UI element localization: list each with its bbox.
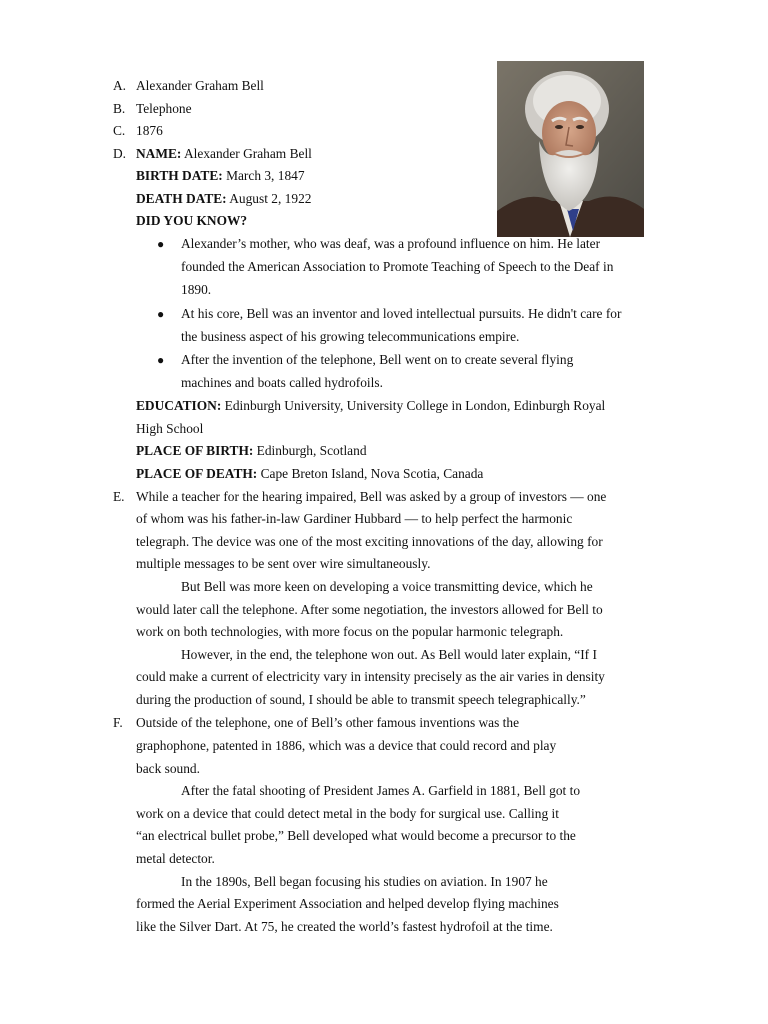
section-f-line: like the Silver Dart. At 75, he created the world’s fastest hydrofoil at the time. <box>136 919 553 934</box>
birth-date-value: March 3, 1847 <box>222 168 305 183</box>
section-e-line: work on both technologies, with more focus on the popular harmonic telegraph. <box>136 624 564 639</box>
birth-date-label: BIRTH DATE: <box>136 168 223 183</box>
list-marker-b: B. <box>113 101 126 116</box>
list-marker-a: A. <box>113 78 127 93</box>
name-value: Alexander Graham Bell <box>181 146 312 161</box>
section-f-line: graphophone, patented in 1886, which was a device that could record and play <box>136 738 557 753</box>
education-value: Edinburgh University, University College in London, Edinburgh Royal <box>221 398 606 413</box>
profile-name <box>136 146 312 162</box>
bullet-icon: ● <box>157 237 165 251</box>
section-f-line: metal detector. <box>136 851 215 866</box>
place-of-death-value: Cape Breton Island, Nova Scotia, Canada <box>257 466 484 481</box>
profile-education <box>136 398 605 414</box>
section-e-line: telegraph. The device was one of the most exciting innovations of the day, allowing for <box>136 534 603 549</box>
answer-b: Telephone <box>136 101 192 116</box>
place-of-death-label: PLACE OF DEATH: <box>136 466 258 481</box>
portrait-photo <box>497 61 644 237</box>
profile-birth-date <box>136 168 305 184</box>
name-label: NAME: <box>136 146 182 161</box>
death-date-label: DEATH DATE: <box>136 191 227 206</box>
answer-c: 1876 <box>136 123 163 138</box>
section-e-line: But Bell was more keen on developing a voice transmitting device, which he <box>181 579 593 594</box>
section-f-line: Outside of the telephone, one of Bell’s other famous inventions was the <box>136 715 520 730</box>
fact-3-line-2: machines and boats called hydrofoils. <box>181 375 383 390</box>
section-e-line: of whom was his father-in-law Gardiner Hubbard — to help perfect the harmonic <box>136 511 573 526</box>
fact-1-line-1: Alexander’s mother, who was deaf, was a profound influence on him. He later <box>181 236 601 251</box>
bullet-icon: ● <box>157 353 165 367</box>
profile-death-date <box>136 191 311 207</box>
section-e-line: during the production of sound, I should be able to transmit speech telegraphically.” <box>136 692 586 707</box>
education-label: EDUCATION: <box>136 398 222 413</box>
section-f-line: back sound. <box>136 761 200 776</box>
fact-2-line-2: the business aspect of his growing telecommunications empire. <box>181 329 520 344</box>
death-date-value: August 2, 1922 <box>226 191 312 206</box>
section-e-line: would later call the telephone. After some negotiation, the investors allowed for Bell to <box>136 602 603 617</box>
section-f-line: formed the Aerial Experiment Association and helped develop flying machines <box>136 896 559 911</box>
list-marker-f: F. <box>113 715 123 730</box>
place-of-birth-label: PLACE OF BIRTH: <box>136 443 254 458</box>
profile-place-of-death <box>136 466 483 482</box>
section-f-line: work on a device that could detect metal in the body for surgical use. Calling it <box>136 806 559 821</box>
section-e-line: However, in the end, the telephone won out. As Bell would later explain, “If I <box>181 647 597 662</box>
list-marker-e: E. <box>113 489 125 504</box>
fact-1-line-2: founded the American Association to Promote Teaching of Speech to the Deaf in <box>181 259 614 274</box>
fact-3-line-1: After the invention of the telephone, Bell went on to create several flying <box>181 352 574 367</box>
section-e-line: multiple messages to be sent over wire simultaneously. <box>136 556 431 571</box>
answer-a: Alexander Graham Bell <box>136 78 264 93</box>
did-you-know-heading <box>136 213 247 229</box>
section-e-line: could make a current of electricity vary in intensity precisely as the air varies in density <box>136 669 605 684</box>
section-f-line: After the fatal shooting of President James A. Garfield in 1881, Bell got to <box>181 783 581 798</box>
did-you-know-label: DID YOU KNOW? <box>136 213 248 228</box>
profile-place-of-birth <box>136 443 367 459</box>
list-marker-c: C. <box>113 123 126 138</box>
list-marker-d: D. <box>113 146 127 161</box>
fact-1-line-3: 1890. <box>181 282 212 297</box>
place-of-birth-value: Edinburgh, Scotland <box>253 443 367 458</box>
section-f-line: In the 1890s, Bell began focusing his studies on aviation. In 1907 he <box>181 874 548 889</box>
fact-2-line-1: At his core, Bell was an inventor and loved intellectual pursuits. He didn't care for <box>181 306 622 321</box>
bullet-icon: ● <box>157 307 165 321</box>
section-e-line: While a teacher for the hearing impaired, Bell was asked by a group of investors — one <box>136 489 607 504</box>
section-f-line: “an electrical bullet probe,” Bell developed what would become a precursor to the <box>136 828 576 843</box>
education-value-cont: High School <box>136 421 204 436</box>
